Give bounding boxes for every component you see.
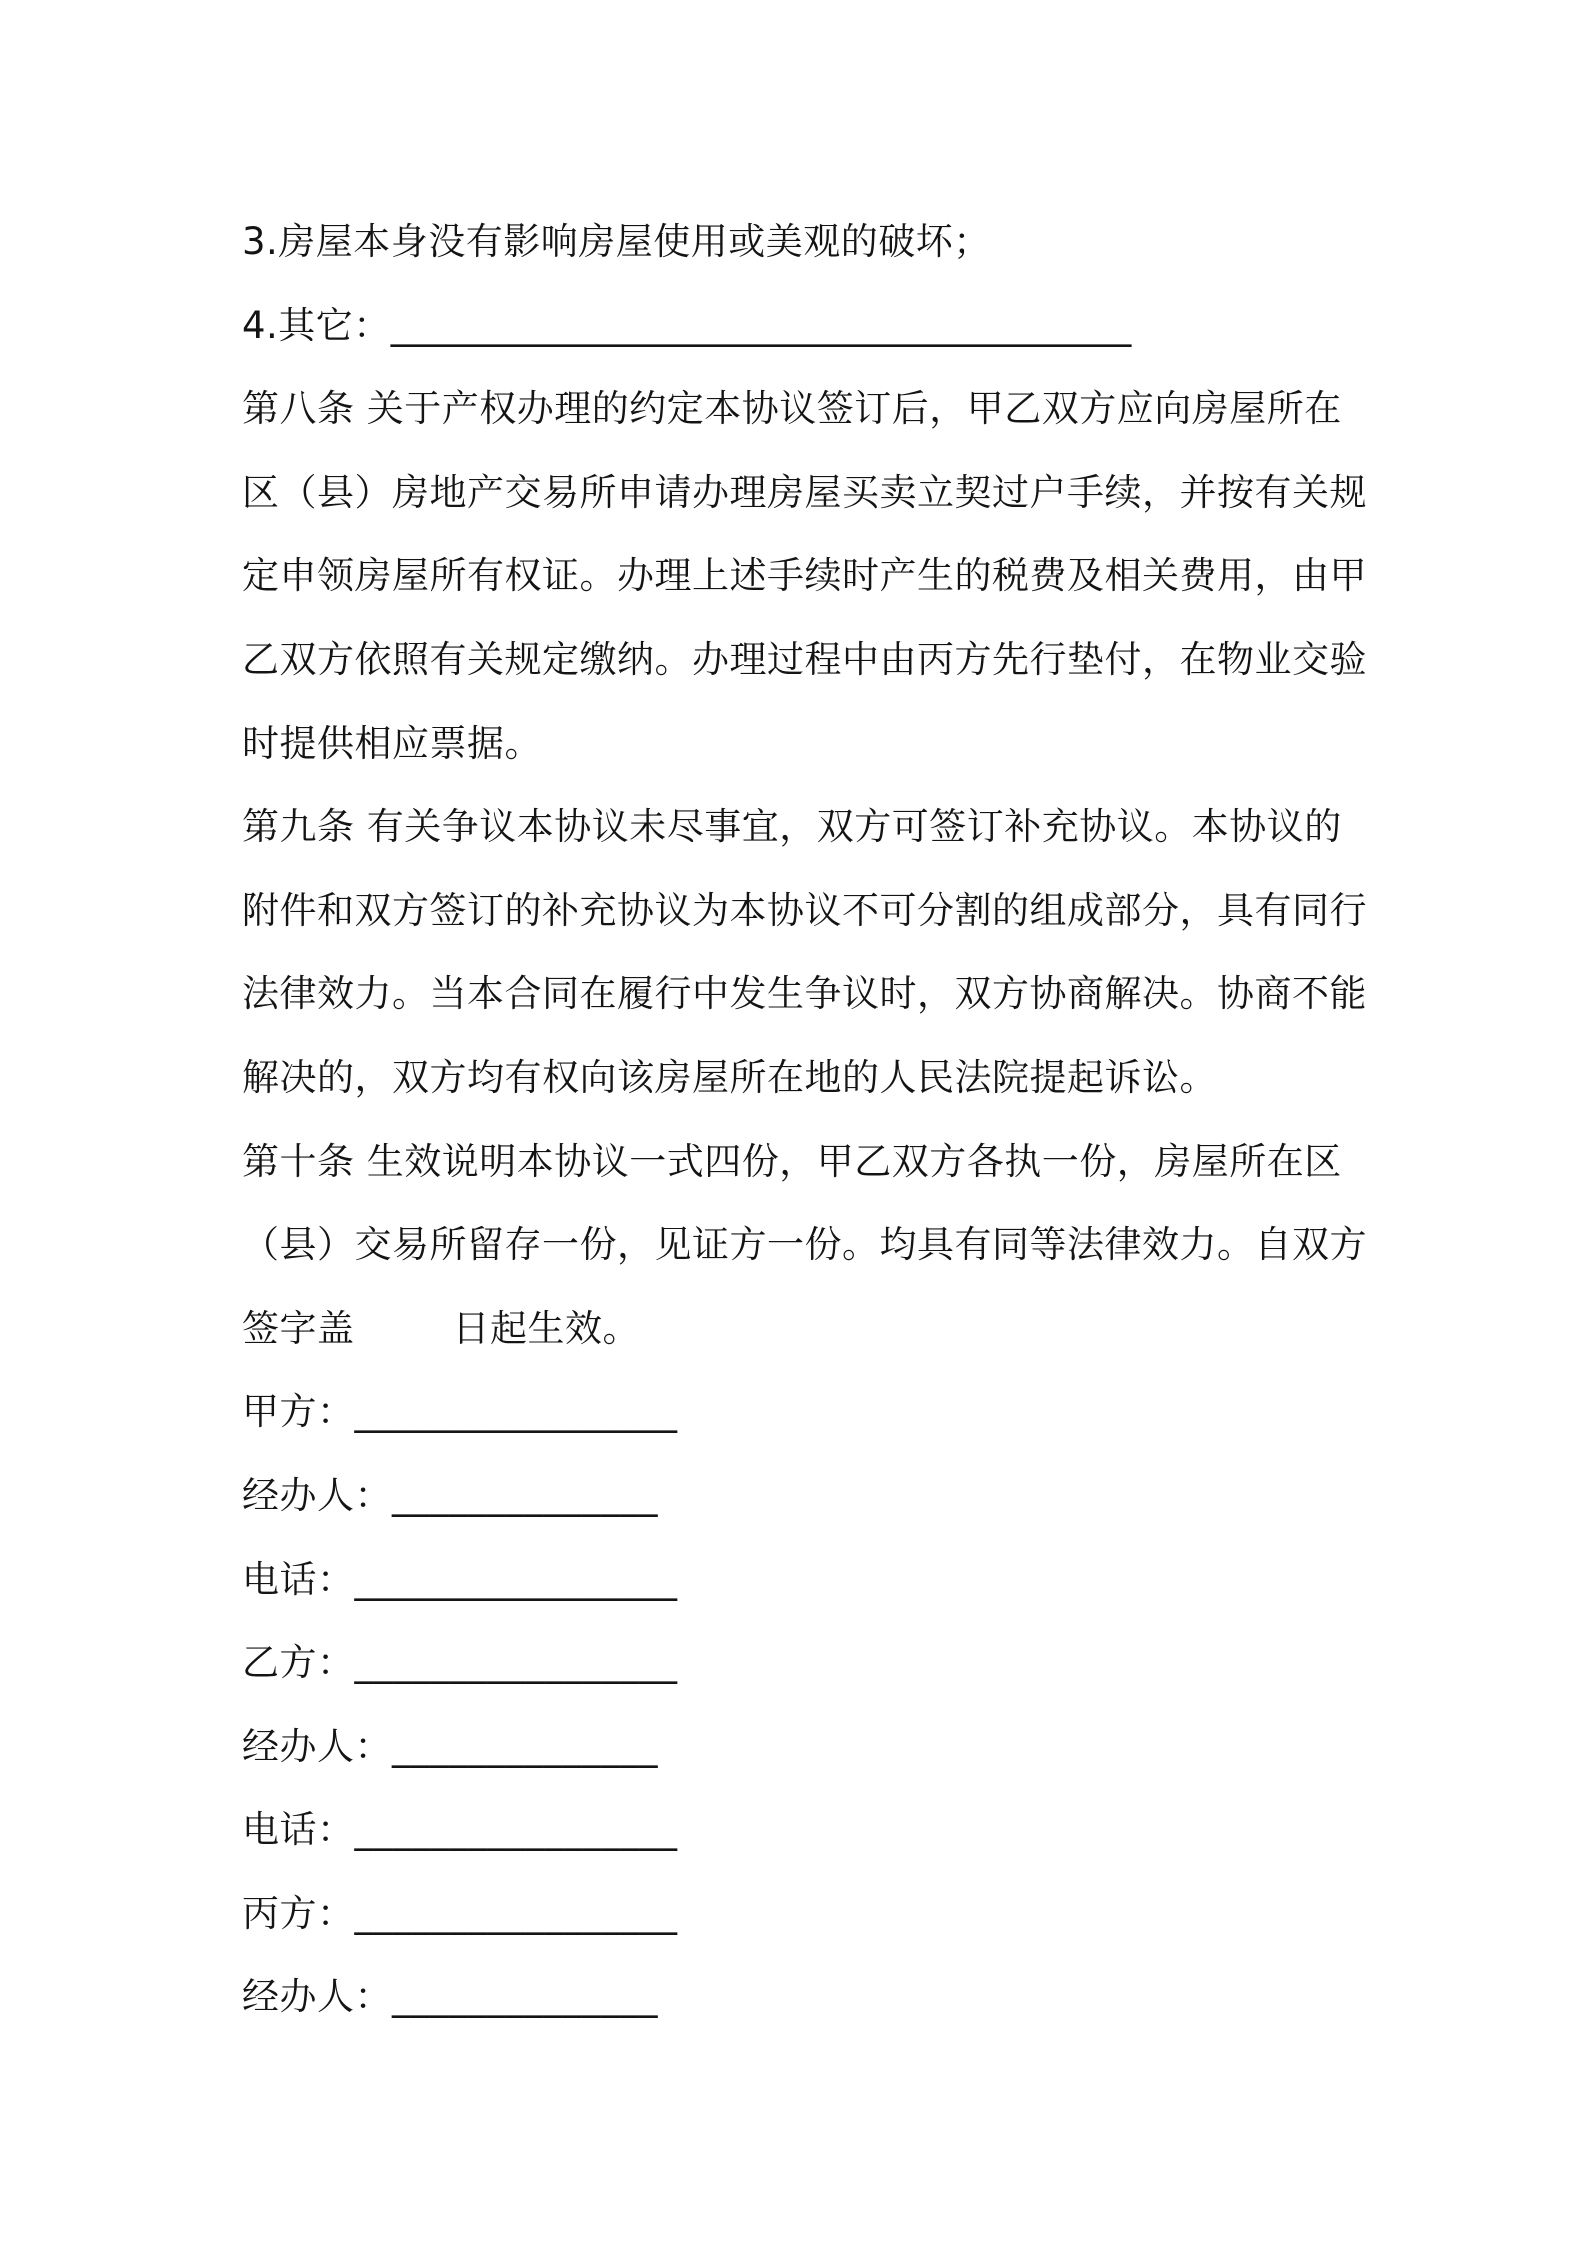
article-8-line: 定申领房屋所有权证。办理上述手续时产生的税费及相关费用，由甲: [242, 554, 1367, 598]
article-8-line: 第八条 关于产权办理的约定本协议签订后，甲乙双方应向房屋所在: [242, 387, 1342, 431]
party-b-phone-field: 电话：_________________: [242, 1808, 678, 1852]
article-8-line: 乙双方依照有关规定缴纳。办理过程中由丙方先行垫付，在物业交验: [242, 637, 1367, 681]
article-10-line: （县）交易所留存一份，见证方一份。均具有同等法律效力。自双方: [242, 1223, 1367, 1267]
article-8-line: 时提供相应票据。: [242, 721, 542, 765]
party-a-agent-field: 经办人：______________: [242, 1473, 658, 1517]
party-a-field: 甲方：_________________: [242, 1390, 678, 1434]
party-b-agent-field: 经办人：______________: [242, 1724, 658, 1768]
article-9-line: 解决的，双方均有权向该房屋所在地的人民法院提起诉讼。: [242, 1055, 1217, 1099]
item-4-other: 4.其它：_______________________________________: [242, 303, 1132, 347]
article-10-line: 第十条 生效说明本协议一式四份，甲乙双方各执一份，房屋所在区: [242, 1139, 1342, 1183]
article-8-line: 区（县）房地产交易所申请办理房屋买卖立契过户手续，并按有关规: [242, 470, 1367, 514]
article-8: [242, 367, 1367, 785]
article-9-line: 附件和双方签订的补充协议为本协议不可分割的组成部分，具有同行: [242, 888, 1367, 932]
article-10: [242, 1120, 1367, 1371]
article-9-line: 法律效力。当本合同在履行中发生争议时，双方协商解决。协商不能: [242, 972, 1367, 1016]
article-10-last-line: [242, 1287, 1362, 1371]
article-10-last-before: 签字盖: [242, 1306, 355, 1350]
item-3: 3.房屋本身没有影响房屋使用或美观的破坏；: [242, 220, 991, 263]
party-c-field: 丙方：_________________: [242, 1891, 678, 1935]
party-c-agent-field: 经办人：______________: [242, 1975, 658, 2019]
article-9: [242, 785, 1367, 1119]
signature-fields: [242, 1370, 1362, 2039]
article-10-last-after: 日起生效。: [452, 1306, 640, 1350]
article-9-line: 第九条 有关争议本协议未尽事宜，双方可签订补充协议。本协议的: [242, 805, 1342, 849]
document-page: [242, 200, 1367, 2039]
party-b-field: 乙方：_________________: [242, 1641, 678, 1685]
party-a-phone-field: 电话：_________________: [242, 1557, 678, 1601]
